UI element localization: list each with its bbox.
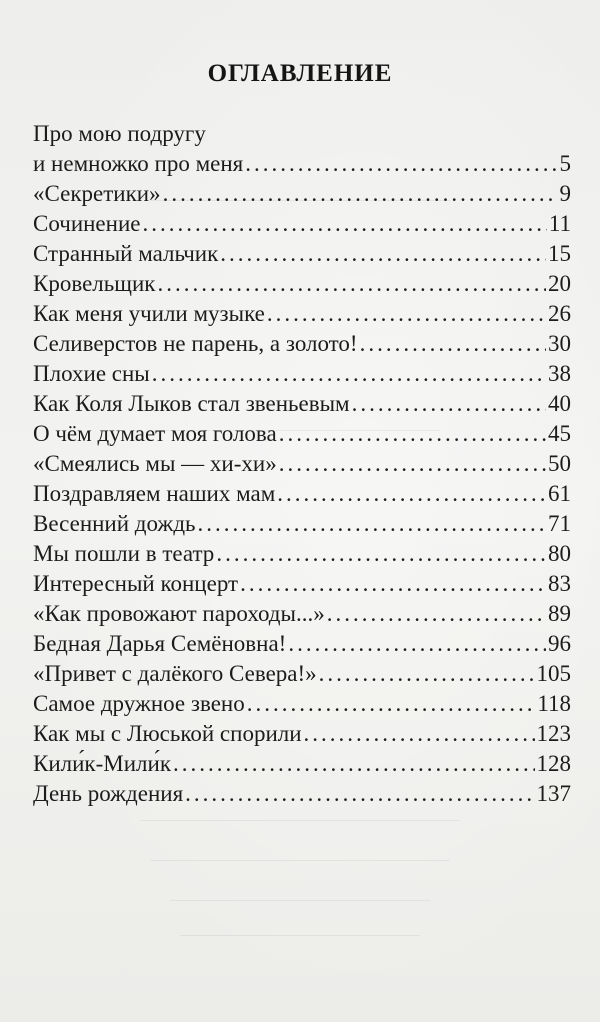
toc-entry-title: Как меня учили музыке <box>33 301 265 326</box>
toc-leader-dots <box>279 449 546 479</box>
toc-entry <box>33 509 571 539</box>
toc-leader-dots <box>279 419 546 449</box>
toc-entry-page: 83 <box>548 571 571 596</box>
toc-entry-title: Интересный концерт <box>33 571 239 596</box>
toc-entry-page: 11 <box>548 211 571 236</box>
toc-leader-dots <box>142 209 546 239</box>
toc-entry-title: Самое дружное звено <box>33 691 245 716</box>
bleed-through-line <box>140 820 460 821</box>
toc-entry <box>33 209 571 239</box>
toc-leader-dots <box>267 299 546 329</box>
toc-leader-dots <box>220 239 546 269</box>
toc-entry-title: «Секретики» <box>33 181 161 206</box>
toc-entry <box>33 449 571 479</box>
toc-leader-dots <box>157 269 546 299</box>
toc-entry-title: Как мы с Люськой спорили <box>33 721 302 746</box>
toc-leader-dots <box>277 479 546 509</box>
toc-leader-dots <box>198 509 546 539</box>
toc-entry-page: 30 <box>548 331 571 356</box>
toc-entry-page: 123 <box>536 721 571 746</box>
toc-entry-title: «Привет с далёкого Севера!» <box>33 661 317 686</box>
toc-entry <box>33 539 571 569</box>
toc-entry-title: Плохие сны <box>33 361 150 386</box>
toc-entry-title: «Как провожают пароходы...» <box>33 601 325 626</box>
toc-leader-dots <box>185 779 534 809</box>
toc-entry <box>33 119 571 149</box>
toc-entry <box>33 479 571 509</box>
toc-entry-page: 105 <box>536 661 571 686</box>
toc-entry-title: Селиверстов не парень, а золото! <box>33 331 358 356</box>
toc-entry-page: 20 <box>548 271 571 296</box>
toc-leader-dots <box>247 689 536 719</box>
toc-entry-title: «Смеялись мы — хи-хи» <box>33 451 277 476</box>
toc-entry-page: 5 <box>559 151 571 176</box>
toc-entry <box>33 239 571 269</box>
bleed-through-line <box>180 935 420 936</box>
toc-entry-page: 45 <box>548 421 571 446</box>
toc-entry-page: 61 <box>548 481 571 506</box>
toc-entry-title: Странный мальчик <box>33 241 219 266</box>
toc-entry <box>33 659 571 689</box>
toc-entry-title: Мы пошли в театр <box>33 541 215 566</box>
toc-entry-page: 128 <box>536 751 571 776</box>
toc-entry-page: 137 <box>536 781 571 806</box>
toc-entry <box>33 329 571 359</box>
toc-entry-page: 118 <box>537 691 571 716</box>
toc-entry <box>33 149 571 179</box>
toc-entry-title: Как Коля Лыков стал звеньевым <box>33 391 350 416</box>
toc-leader-dots <box>288 629 546 659</box>
bleed-through-line <box>150 860 450 861</box>
toc-entry <box>33 719 571 749</box>
toc-entry <box>33 359 571 389</box>
toc-entry <box>33 779 571 809</box>
toc-entry <box>33 269 571 299</box>
toc-entry <box>33 179 571 209</box>
toc-entry-title: День рождения <box>33 781 184 806</box>
toc-entry <box>33 299 571 329</box>
toc-entry-page: 96 <box>548 631 571 656</box>
toc-entry-page: 26 <box>548 301 571 326</box>
toc-entry-page: 71 <box>548 511 571 536</box>
toc-leader-dots <box>304 719 535 749</box>
toc-entry <box>33 629 571 659</box>
toc-leader-dots <box>240 569 546 599</box>
toc-entry <box>33 689 571 719</box>
toc-entry-title: Сочинение <box>33 211 141 236</box>
toc-entry <box>33 389 571 419</box>
toc-leader-dots <box>245 149 557 179</box>
toc-entry-page: 9 <box>559 181 571 206</box>
toc-entry-title: Про мою подругу <box>33 121 206 146</box>
page-title: ОГЛАВЛЕНИЕ <box>207 60 393 87</box>
toc-entry-title: О чём думает моя голова <box>33 421 277 446</box>
toc-entry-page: 89 <box>548 601 571 626</box>
toc-entry-title: Весенний дождь <box>33 511 196 536</box>
toc-leader-dots <box>319 659 535 689</box>
toc-entry-page: 40 <box>548 391 571 416</box>
toc-entry-page: 38 <box>548 361 571 386</box>
toc-entry <box>33 599 571 629</box>
toc-entry-title: Поздравляем наших мам <box>33 481 276 506</box>
toc-leader-dots <box>173 749 535 779</box>
bleed-through-line <box>170 900 430 901</box>
toc-leader-dots <box>352 389 546 419</box>
toc-entry-title: Бедная Дарья Семёновна! <box>33 631 287 656</box>
toc-leader-dots <box>152 359 546 389</box>
toc-entry <box>33 419 571 449</box>
toc-leader-dots <box>163 179 558 209</box>
toc-leader-dots <box>216 539 546 569</box>
toc-entry-title: и немножко про меня <box>33 151 244 176</box>
toc-entry-title: Кровельщик <box>33 271 156 296</box>
toc-leader-dots <box>360 329 546 359</box>
toc-entry <box>33 749 571 779</box>
table-of-contents <box>33 119 571 809</box>
toc-entry-title: Кили́к-Мили́к <box>33 751 171 776</box>
toc-entry <box>33 569 571 599</box>
toc-leader-dots <box>327 599 546 629</box>
toc-entry-page: 80 <box>548 541 571 566</box>
toc-entry-page: 50 <box>548 451 571 476</box>
toc-entry-page: 15 <box>548 241 571 266</box>
